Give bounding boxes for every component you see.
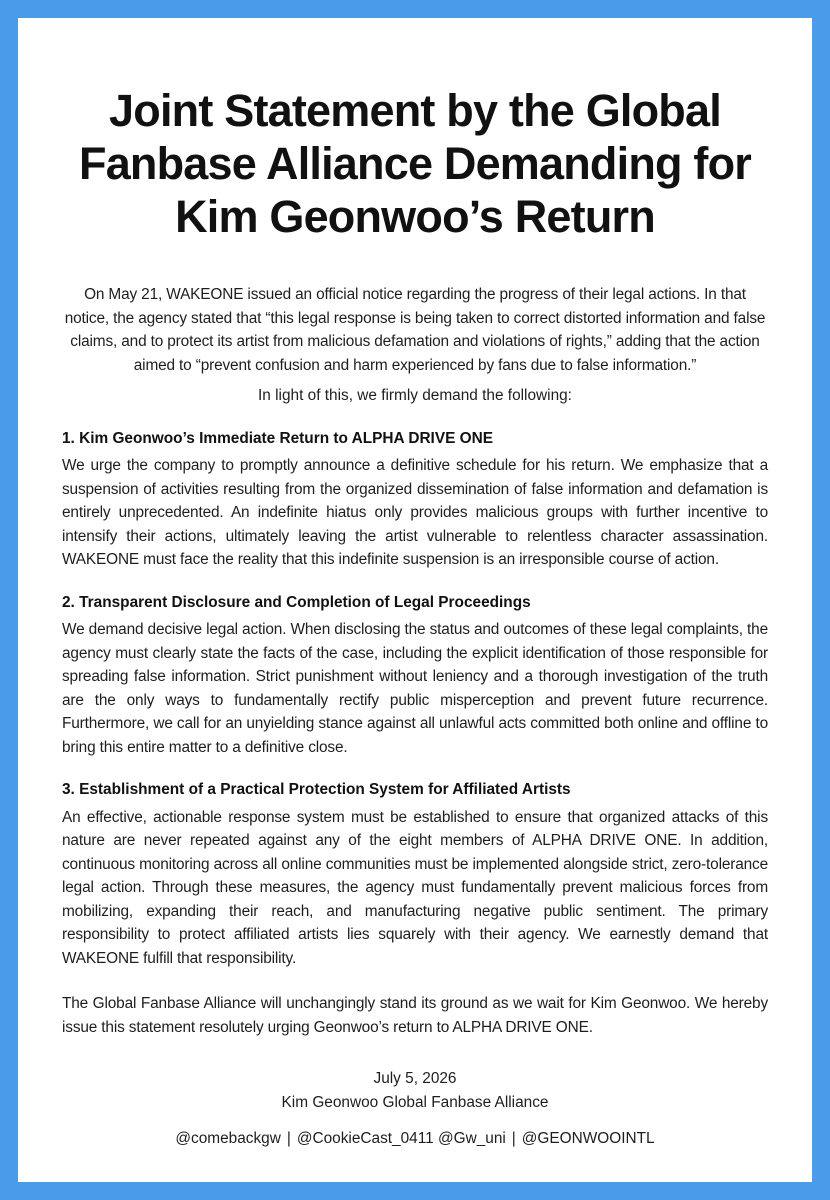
intro-paragraph: On May 21, WAKEONE issued an official notice regarding the progress of their legal actions. In that notice, the agency stated that “this legal response is being taken to correct distorted information and false claims, and to protect its artist from malicious defamation and violations of rights,” adding that the action aimed to “prevent confusion and harm experienced by fans due to false information.” — [64, 286, 766, 374]
social-handles — [62, 1127, 768, 1151]
section-title: 1. Kim Geonwoo’s Immediate Return to ALPHA DRIVE ONE — [62, 429, 493, 447]
title-line-1: Joint Statement by the Global — [109, 85, 721, 136]
section-title: 2. Transparent Disclosure and Completion of Legal Proceedings — [62, 593, 531, 611]
section-title: 3. Establishment of a Practical Protection System for Affiliated Artists — [62, 781, 571, 798]
demand-section-1 — [62, 427, 768, 572]
section-body: An effective, actionable response system must be established to ensure that organized attacks of this nature are never repeated against any of the eight members of ALPHA DRIVE ONE. In addition, continuous monitoring across all online communities must be implemented alongside strict, zero-tolerance legal action. Through these measures, the agency must fundamentally prevent malicious forces from mobilizing, expanding their reach, and manufacturing negative public sentiment. The primary responsibility to protect affiliated artists lies squarely with their agency. We earnestly demand that WAKEONE fulfill that responsibility. — [62, 808, 768, 967]
demand-section-2 — [62, 591, 768, 760]
demand-intro: In light of this, we firmly demand the following: — [258, 387, 572, 404]
title-line-3: Kim Geonwoo’s Return — [175, 191, 655, 242]
handle-comebackgw: @comebackgw — [175, 1130, 281, 1147]
statement-date: July 5, 2026 — [373, 1070, 457, 1087]
statement-page — [18, 18, 812, 1182]
signature-block — [62, 1067, 768, 1114]
section-body: We urge the company to promptly announce a definitive schedule for his return. We emphasize that a suspension of activities resulting from the organized dissemination of false information and defamation is entirely unprecedented. An indefinite hiatus only provides malicious groups with further incentive to intensify their actions, ultimately leaving the artist vulnerable to relentless character assassination. WAKEONE must face the reality that this indefinite suspension is an irresponsible course of action. — [62, 457, 768, 568]
closing-paragraph: The Global Fanbase Alliance will unchangingly stand its ground as we wait for Kim Geonwoo. We hereby issue this statement resolutely urging Geonwoo’s return to ALPHA DRIVE ONE. — [62, 995, 768, 1036]
statement-content — [18, 84, 812, 1151]
demand-section-3 — [62, 778, 768, 970]
handle-geonwoointl: @GEONWOOINTL — [521, 1130, 655, 1147]
signatory-name: Kim Geonwoo Global Fanbase Alliance — [281, 1093, 549, 1111]
handle-cookiecast: @CookieCast_0411 — [296, 1130, 434, 1147]
statement-title — [62, 84, 768, 243]
handle-separator: | — [511, 1130, 516, 1147]
section-body: We demand decisive legal action. When disclosing the status and outcomes of these legal complaints, the agency must clearly state the facts of the case, including the explicit identification of those responsible for spreading false information. Strict punishment without leniency and a thorough investigation of the truth are the only ways to fundamentally rectify public misperception and prevent future recurrence. Furthermore, we call for an unyielding stance against all unlawful acts committed both online and offline to bring this entire matter to a definitive close. — [62, 621, 768, 756]
title-line-2: Fanbase Alliance Demanding for — [79, 138, 751, 189]
handle-gw-uni: @Gw_uni — [437, 1130, 506, 1147]
handle-separator: | — [286, 1130, 291, 1147]
